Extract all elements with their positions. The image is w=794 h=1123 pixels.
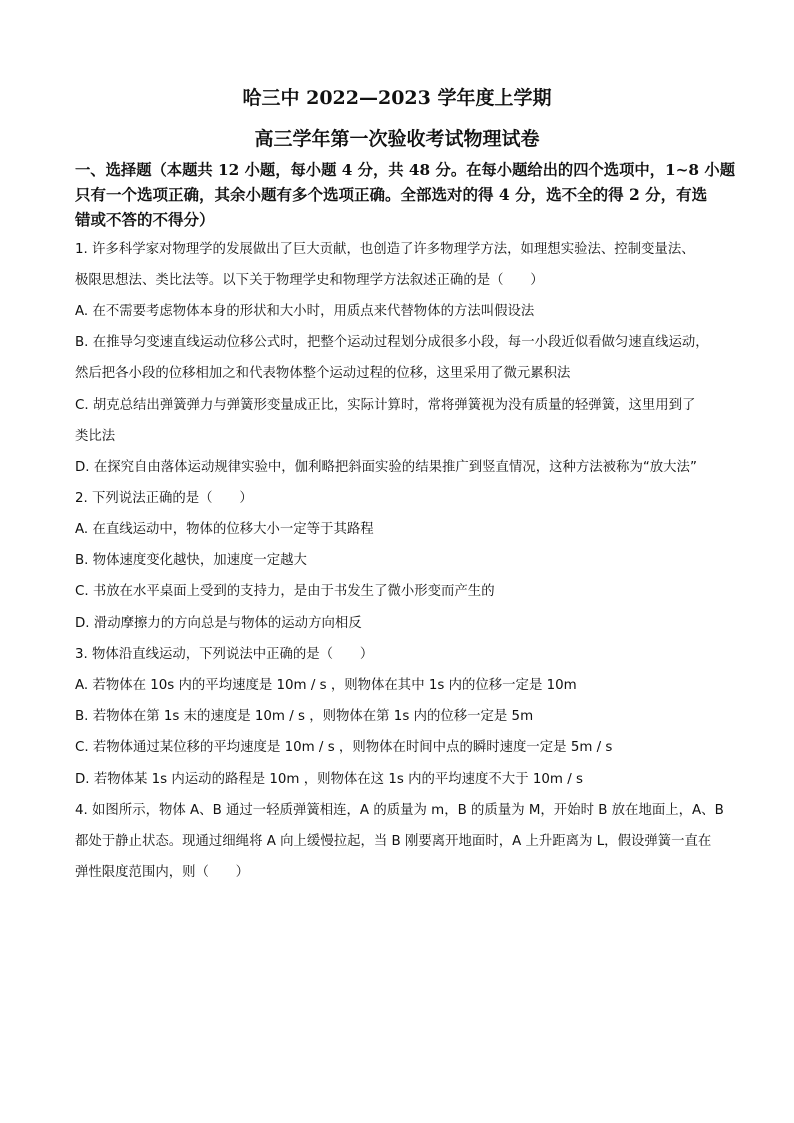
question-2-option-b: B. 物体速度变化越快，加速度一定越大 — [75, 553, 307, 568]
question-1-stem: 1. 许多科学家对物理学的发展做出了巨大贡献，也创造了许多物理学方法，如理想实验法、控制变量法、 — [75, 242, 695, 257]
question-1-option-b: B. 在推导匀变速直线运动位移公式时，把整个运动过程划分成很多小段，每一小段近似看做匀速直线运动， — [75, 335, 709, 350]
section-header-line: 只有一个选项正确，其余小题有多个选项正确。全部选对的得 4 分，选不全的得 2 分，有选 — [75, 185, 708, 204]
question-4-stem: 都处于静止状态。现通过细绳将 A 向上缓慢拉起，当 B 刚要离开地面时，A 上升距离为 L，假设弹簧一直在 — [75, 834, 712, 849]
question-2-option-c: C. 书放在水平桌面上受到的支持力，是由于书发生了微小形变而产生的 — [75, 584, 495, 599]
exam-title-subject: 高三学年第一次验收考试物理试卷 — [254, 128, 540, 150]
question-1-option-b: 然后把各小段的位移相加之和代表物体整个运动过程的位移，这里采用了微元累积法 — [75, 366, 571, 381]
question-1-stem: 极限思想法、类比法等。以下关于物理学史和物理学方法叙述正确的是（ ） — [75, 273, 544, 288]
question-3-option-d: D. 若物体某 1s 内运动的路程是 10m ，则物体在这 1s 内的平均速度不大于 10m / s — [75, 772, 583, 787]
section-header-line: 一、选择题（本题共 12 小题，每小题 4 分，共 48 分。在每小题给出的四个选项中，1~8 小题 — [75, 161, 735, 179]
question-4-stem: 弹性限度范围内，则（ ） — [75, 865, 250, 880]
question-1-option-a: A. 在不需要考虑物体本身的形状和大小时，用质点来代替物体的方法叫假设法 — [75, 304, 535, 319]
question-4-stem: 4. 如图所示，物体 A、B 通过一轻质弹簧相连，A 的质量为 m，B 的质量为 M，开始时 B 放在地面上，A、B — [75, 803, 724, 818]
question-3-option-b: B. 若物体在第 1s 末的速度是 10m / s ，则物体在第 1s 内的位移一定是 5m — [75, 709, 534, 724]
question-2-stem: 2. 下列说法正确的是（ ） — [75, 491, 253, 506]
question-3-option-a: A. 若物体在 10s 内的平均速度是 10m / s ，则物体在其中 1s 内的位移一定是 10m — [75, 678, 577, 693]
exam-title-school-term: 哈三中 2022—2023 学年度上学期 — [242, 87, 552, 109]
question-3-option-c: C. 若物体通过某位移的平均速度是 10m / s ，则物体在时间中点的瞬时速度一定是 5m / s — [75, 740, 613, 755]
section-header-line: 错或不答的不得分） — [75, 210, 215, 229]
question-3-stem: 3. 物体沿直线运动，下列说法中正确的是（ ） — [75, 647, 374, 662]
question-2-option-a: A. 在直线运动中，物体的位移大小一定等于其路程 — [75, 522, 374, 537]
question-1-option-c: 类比法 — [75, 429, 116, 444]
question-1-option-d: D. 在探究自由落体运动规律实验中，伽利略把斜面实验的结果推广到竖直情况，这种方法被称为“放大法” — [75, 460, 697, 475]
question-1-option-c: C. 胡克总结出弹簧弹力与弹簧形变量成正比，实际计算时，常将弹簧视为没有质量的轻弹簧，这里用到了 — [75, 398, 696, 413]
question-2-option-d: D. 滑动摩擦力的方向总是与物体的运动方向相反 — [75, 616, 362, 631]
